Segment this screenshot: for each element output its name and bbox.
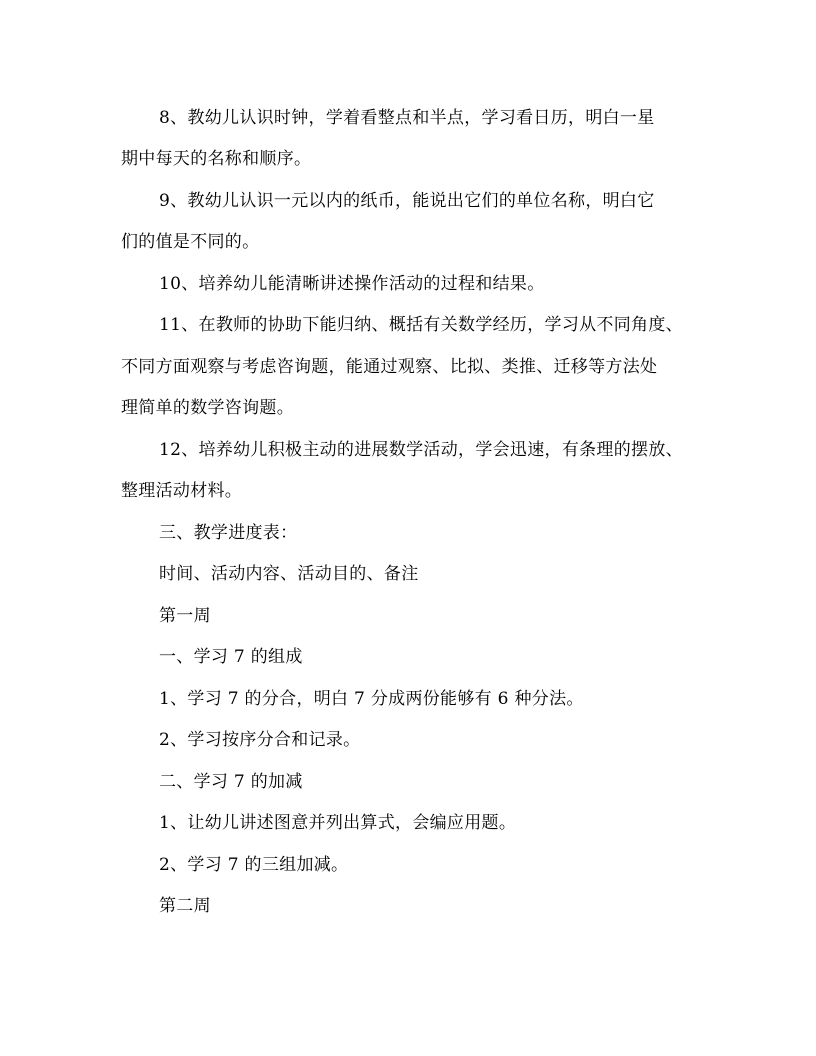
schedule-columns: 时间、活动内容、活动目的、备注 [159, 564, 419, 584]
paragraph-8-line-2: 期中每天的名称和顺序。 [121, 149, 312, 169]
topic-2-item-1: 1、让幼儿讲述图意并列出算式，会编应用题。 [159, 813, 517, 833]
paragraph-12-line-1: 12、培养幼儿积极主动的进展数学活动，学会迅速，有条理的摆放、 [159, 440, 683, 460]
paragraph-11-line-2: 不同方面观察与考虑咨询题，能通过观察、比拟、类推、迁移等方法处 [121, 357, 658, 377]
paragraph-9-line-1: 9、教幼儿认识一元以内的纸币，能说出它们的单位名称，明白它 [159, 191, 655, 211]
topic-1-item-2: 2、学习按序分合和记录。 [159, 730, 361, 750]
paragraph-9-line-2: 们的值是不同的。 [121, 232, 260, 252]
topic-1-item-1: 1、学习 7 的分合，明白 7 分成两份能够有 6 种分法。 [159, 689, 584, 709]
paragraph-11-line-3: 理简单的数学咨询题。 [121, 398, 294, 418]
topic-1-heading: 一、学习 7 的组成 [159, 647, 303, 667]
paragraph-12-line-2: 整理活动材料。 [121, 481, 243, 501]
section-heading-schedule: 三、教学进度表： [159, 523, 298, 543]
paragraph-10-line-1: 10、培养幼儿能清晰讲述操作活动的过程和结果。 [159, 274, 545, 294]
topic-2-heading: 二、学习 7 的加减 [159, 772, 303, 792]
paragraph-11-line-1: 11、在教师的协助下能归纳、概括有关数学经历，学习从不同角度、 [159, 315, 683, 335]
week-1-heading: 第一周 [159, 606, 211, 626]
topic-2-item-2: 2、学习 7 的三组加减。 [159, 855, 349, 875]
week-2-heading: 第二周 [159, 896, 211, 916]
paragraph-8-line-1: 8、教幼儿认识时钟，学着看整点和半点，学习看日历，明白一星 [159, 108, 655, 128]
